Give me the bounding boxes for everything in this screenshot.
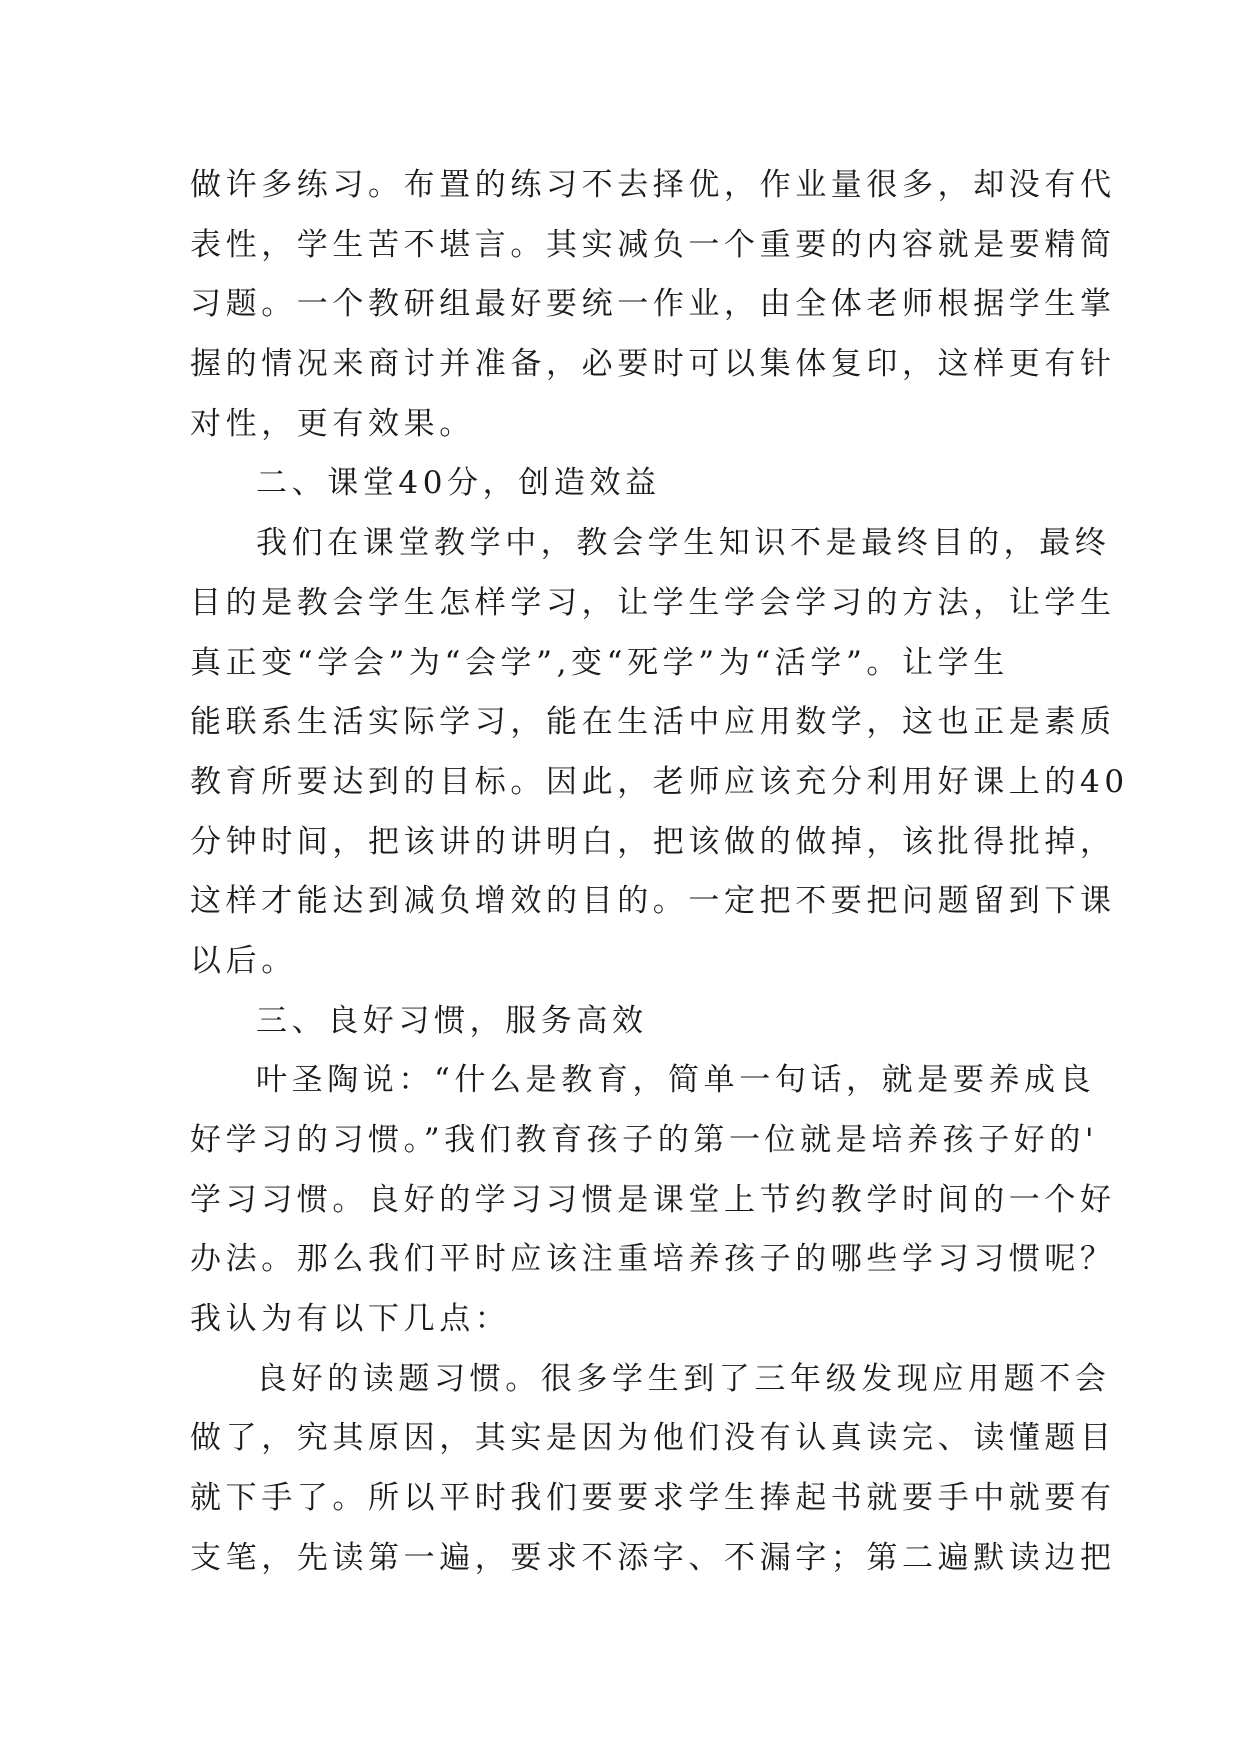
text-line: 以后。 [190, 942, 297, 979]
paragraph-first-line: 良好的读题习惯。很多学生到了三年级发现应用题不会 [256, 1360, 1111, 1397]
text-line: 支笔，先读第一遍，要求不添字、不漏字；第二遍默读边把 [190, 1539, 1116, 1576]
text-line: 办法。那么我们平时应该注重培养孩子的哪些学习习惯呢？ [190, 1241, 1116, 1278]
text-line: 对性，更有效果。 [190, 405, 475, 442]
text-line: 我认为有以下几点： [190, 1301, 511, 1338]
text-line: 握的情况来商讨并准备，必要时可以集体复印，这样更有针 [190, 346, 1116, 383]
section-heading: 三、良好习惯，服务高效 [256, 1002, 648, 1039]
text-line: 习题。一个教研组最好要统一作业，由全体老师根据学生掌 [190, 286, 1116, 323]
text-line: 分钟时间，把该讲的讲明白，把该做的做掉，该批得批掉， [190, 823, 1116, 860]
text-line: 教育所要达到的目标。因此，老师应该充分利用好课上的40 [190, 763, 1129, 800]
text-line: 能联系生活实际学习，能在生活中应用数学，这也正是素质 [190, 704, 1116, 741]
section-heading: 二、课堂40分，创造效益 [256, 465, 661, 502]
document-body [190, 156, 1129, 1589]
text-line: 好学习的习惯。”我们教育孩子的第一位就是培养孩子好的' [190, 1122, 1099, 1158]
paragraph-first-line: 我们在课堂教学中，教会学生知识不是最终目的，最终 [256, 525, 1111, 562]
text-line: 做许多练习。布置的练习不去择优，作业量很多，却没有代 [190, 167, 1116, 203]
text-line: 做了，究其原因，其实是因为他们没有认真读完、读懂题目 [190, 1420, 1116, 1457]
text-line: 目的是教会学生怎样学习，让学生学会学习的方法，让学生 [190, 584, 1116, 621]
paragraph-first-line: 叶圣陶说：“什么是教育，简单一句话，就是要养成良 [256, 1062, 1096, 1099]
text-line: 真正变“学会”为“会学”,变“死学”为“活学”。让学生 [190, 644, 1009, 681]
text-line: 就下手了。所以平时我们要要求学生捧起书就要手中就要有 [190, 1480, 1116, 1517]
text-line: 学习习惯。良好的学习习惯是课堂上节约教学时间的一个好 [190, 1181, 1116, 1218]
text-line: 表性，学生苦不堪言。其实减负一个重要的内容就是要精简 [190, 226, 1116, 263]
text-line: 这样才能达到减负增效的目的。一定把不要把问题留到下课 [190, 883, 1116, 920]
